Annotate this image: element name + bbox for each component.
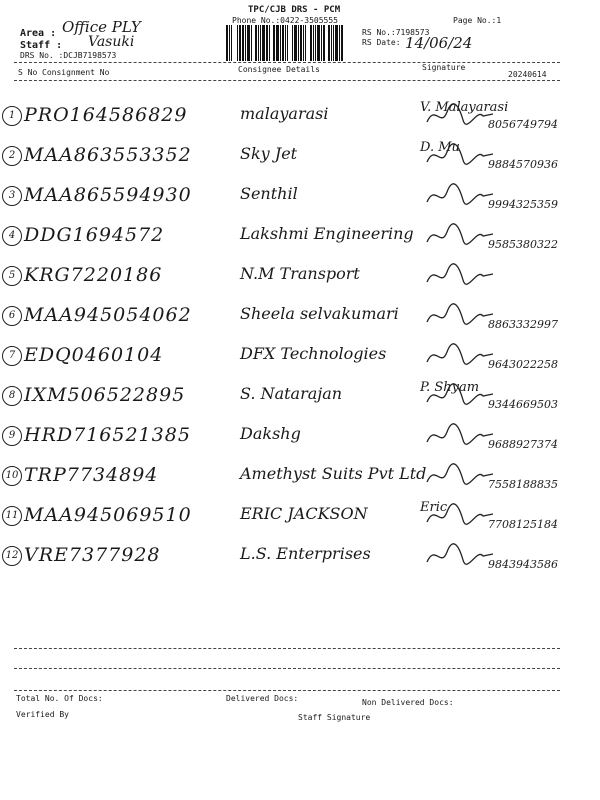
receiver-phone: 8056749794 bbox=[488, 118, 558, 131]
receiver-phone: 7558188835 bbox=[488, 478, 558, 491]
verified-by-label: Verified By bbox=[16, 710, 69, 719]
list-end-divider-1 bbox=[14, 648, 560, 649]
drs-number: DRS No. :DCJB7198573 bbox=[20, 51, 117, 60]
column-consignee: Consignee Details bbox=[238, 65, 320, 74]
barcode bbox=[226, 25, 358, 61]
receiver-phone: 8863332997 bbox=[488, 318, 558, 331]
staff-signature-label: Staff Signature bbox=[298, 713, 371, 722]
signature-scribble bbox=[425, 142, 495, 170]
column-divider bbox=[14, 80, 560, 81]
row-serial-number: 5 bbox=[2, 266, 22, 286]
consignment-number: MAA945069510 bbox=[24, 504, 192, 526]
consignment-number: MAA865594930 bbox=[24, 184, 192, 206]
consignee-name: Lakshmi Engineering bbox=[240, 224, 414, 243]
consignment-row bbox=[0, 178, 600, 218]
row-serial-number: 8 bbox=[2, 386, 22, 406]
consignee-name: Senthil bbox=[240, 184, 298, 203]
signer-name: V. Malayarasi bbox=[420, 100, 509, 115]
receiver-phone: 9994325359 bbox=[488, 198, 558, 211]
row-serial-number: 7 bbox=[2, 346, 22, 366]
column-signature: Signature bbox=[422, 63, 466, 72]
consignment-row bbox=[0, 298, 600, 338]
consignment-row bbox=[0, 218, 600, 258]
consignee-name: Amethyst Suits Pvt Ltd bbox=[240, 464, 427, 483]
consignment-number: MAA863553352 bbox=[24, 144, 192, 166]
area-label: Area : bbox=[20, 28, 57, 39]
signature-scribble bbox=[425, 422, 495, 450]
signature-scribble bbox=[425, 262, 495, 290]
signer-name: P. Shyam bbox=[420, 380, 480, 395]
signature-scribble bbox=[425, 222, 495, 250]
list-end-divider-2 bbox=[14, 668, 560, 669]
footer-divider bbox=[14, 690, 560, 691]
consignment-row bbox=[0, 418, 600, 458]
signature-scribble bbox=[425, 542, 495, 570]
signer-name: D. Mu bbox=[420, 140, 460, 155]
consignee-name: Dakshg bbox=[240, 424, 301, 443]
signature-scribble bbox=[425, 302, 495, 330]
staff-label: Staff : bbox=[20, 40, 63, 51]
consignment-number: MAA945054062 bbox=[24, 304, 192, 326]
consignee-name: ERIC JACKSON bbox=[240, 504, 368, 523]
consignment-row bbox=[0, 498, 600, 538]
consignee-name: DFX Technologies bbox=[240, 344, 387, 363]
receiver-phone: 9843943586 bbox=[488, 558, 558, 571]
rs-date-label: RS Date: bbox=[362, 38, 401, 47]
consignment-row bbox=[0, 258, 600, 298]
delivered-docs-label: Delivered Docs: bbox=[226, 694, 299, 703]
consignee-name: Sky Jet bbox=[240, 144, 298, 163]
row-serial-number: 9 bbox=[2, 426, 22, 446]
signature-scribble bbox=[425, 462, 495, 490]
consignment-number: VRE7377928 bbox=[24, 544, 161, 566]
row-serial-number: 3 bbox=[2, 186, 22, 206]
consignment-number: HRD716521385 bbox=[24, 424, 191, 446]
consignment-row bbox=[0, 538, 600, 578]
row-serial-number: 6 bbox=[2, 306, 22, 326]
consignment-number: KRG7220186 bbox=[24, 264, 163, 286]
consignment-row bbox=[0, 98, 600, 138]
signature-scribble bbox=[425, 502, 495, 530]
row-serial-number: 4 bbox=[2, 226, 22, 246]
consignee-name: S. Natarajan bbox=[240, 384, 343, 403]
signature-scribble bbox=[425, 382, 495, 410]
phone-number: Phone No.:0422-3505555 bbox=[232, 16, 338, 25]
rs-date-value: 14/06/24 bbox=[405, 34, 473, 52]
consignment-row bbox=[0, 378, 600, 418]
consignment-number: PRO164586829 bbox=[24, 104, 188, 126]
consignment-number: EDQ0460104 bbox=[24, 344, 164, 366]
consignee-name: L.S. Enterprises bbox=[240, 544, 371, 563]
consignment-number: IXM506522895 bbox=[24, 384, 186, 406]
row-serial-number: 12 bbox=[2, 546, 22, 566]
total-docs-label: Total No. Of Docs: bbox=[16, 694, 103, 703]
header-divider bbox=[14, 62, 560, 63]
row-serial-number: 10 bbox=[2, 466, 22, 486]
signature-scribble bbox=[425, 102, 495, 130]
staff-value: Vasuki bbox=[88, 34, 135, 50]
column-sno: S No bbox=[18, 68, 38, 77]
signature-scribble bbox=[425, 182, 495, 210]
consignment-number: DDG1694572 bbox=[24, 224, 165, 246]
consignment-row bbox=[0, 138, 600, 178]
rs-number: RS No.:7198573 bbox=[362, 28, 430, 37]
row-serial-number: 11 bbox=[2, 506, 22, 526]
date-code: 20240614 bbox=[508, 70, 547, 79]
row-serial-number: 2 bbox=[2, 146, 22, 166]
report-title: TPC/CJB DRS - PCM bbox=[248, 5, 341, 15]
receiver-phone: 7708125184 bbox=[488, 518, 558, 531]
signature-scribble bbox=[425, 342, 495, 370]
consignment-number: TRP7734894 bbox=[24, 464, 159, 486]
consignee-name: Sheela selvakumari bbox=[240, 304, 399, 323]
row-serial-number: 1 bbox=[2, 106, 22, 126]
consignee-name: N.M Transport bbox=[240, 264, 360, 283]
receiver-phone: 9344669503 bbox=[488, 398, 558, 411]
receiver-phone: 9643022258 bbox=[488, 358, 558, 371]
consignment-row bbox=[0, 338, 600, 378]
receiver-phone: 9884570936 bbox=[488, 158, 558, 171]
consignee-name: malayarasi bbox=[240, 104, 329, 123]
column-consignment: Consignment No bbox=[42, 68, 110, 77]
receiver-phone: 9688927374 bbox=[488, 438, 558, 451]
non-delivered-docs-label: Non Delivered Docs: bbox=[362, 698, 454, 707]
signer-name: Eric bbox=[420, 500, 448, 515]
page-number: Page No.:1 bbox=[453, 16, 502, 25]
receiver-phone: 9585380322 bbox=[488, 238, 558, 251]
consignment-row bbox=[0, 458, 600, 498]
area-value: Office PLY bbox=[62, 18, 141, 36]
